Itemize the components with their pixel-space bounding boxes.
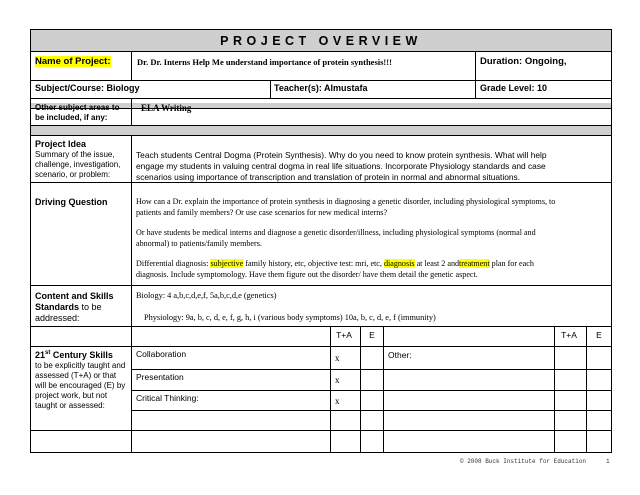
col-header-e-right: E bbox=[596, 330, 602, 340]
col-header-ta: T+A bbox=[336, 330, 352, 340]
page-number: 1 bbox=[606, 458, 610, 465]
standards-label: Content and Skills Standards to be addressed: bbox=[35, 291, 114, 323]
col-header-ta-right: T+A bbox=[561, 330, 577, 340]
project-idea-label: Project Idea Summary of the issue, challenge, investigation, scenario, or problem: bbox=[35, 139, 121, 179]
standards-biology: Biology: 4 a,b,c,d,e,f, 5a,b,c,d,e (genetics) bbox=[136, 291, 277, 300]
project-overview-form bbox=[30, 29, 612, 453]
standards-physiology: Physiology: 9a, b, c, d, e, f, g, h, i (various body symptoms) 10a, b, c, d, e, f (immunity) bbox=[144, 313, 436, 322]
skill-collaboration: Collaboration bbox=[136, 349, 187, 359]
skill-critical-thinking: Critical Thinking: bbox=[136, 393, 199, 403]
highlight-diagnosis: diagnosis bbox=[383, 259, 415, 268]
project-name-value: Dr. Dr. Interns Help Me understand importance of protein synthesis!!! bbox=[137, 57, 392, 67]
skill-presentation-mark: x bbox=[335, 375, 340, 385]
other-subjects-label: Other subject areas to be included, if any: bbox=[35, 103, 120, 122]
driving-question-text: How can a Dr. explain the importance of protein synthesis in diagnosing a genetic disorder, including physiological symptoms, to patients and family members? Or use case scenarios for new medical interns? Or have students be medical interns and diagnose a genetic disorder/illness, including physiological symptoms (normal and abnormal) to patients/family members. Differential diagnosis: subjective family history, etc, objective test: mri, etc, diagnosis at least 2 andtreatment plan for each diagnosis. Include symptomology. Have them figure out the disorder/ have them detail the genetic aspect. bbox=[136, 197, 556, 279]
project-name-label: Name of Project: bbox=[35, 56, 111, 67]
project-idea-text: Teach students Central Dogma (Protein Synthesis). Why do you need to know protein synthesis. What will help engage my students in valuing central dogma in real life situations. Incorporate Physiology standards and case scenarios using importance of transcription and translation of protein in normal and abnormal situations. bbox=[136, 150, 547, 182]
skill-collaboration-mark: x bbox=[335, 353, 340, 363]
skill-critical-thinking-mark: x bbox=[335, 396, 340, 406]
highlight-subjective: subjective bbox=[210, 259, 244, 268]
teacher-name: Teacher(s): Almustafa bbox=[274, 83, 368, 93]
other-subjects-value: ELA Writing bbox=[141, 103, 192, 113]
skill-other: Other: bbox=[388, 350, 412, 360]
skill-presentation: Presentation bbox=[136, 372, 184, 382]
separator-strip bbox=[31, 125, 611, 136]
skills-label: 21st Century Skills to be explicitly taught and assessed (T+A) or that will be encouraged (E) by project work, but not taught or assessed: bbox=[35, 350, 126, 410]
highlight-treatment: treatment bbox=[459, 259, 490, 268]
subject-course: Subject/Course: Biology bbox=[35, 83, 140, 93]
duration-value: Duration: Ongoing, bbox=[480, 56, 567, 67]
col-header-e: E bbox=[369, 330, 375, 340]
driving-question-label: Driving Question bbox=[35, 197, 108, 207]
copyright-footer: © 2008 Buck Institute for Education bbox=[460, 458, 587, 465]
page-title: PROJECT OVERVIEW bbox=[31, 30, 611, 52]
grade-level: Grade Level: 10 bbox=[480, 83, 548, 93]
